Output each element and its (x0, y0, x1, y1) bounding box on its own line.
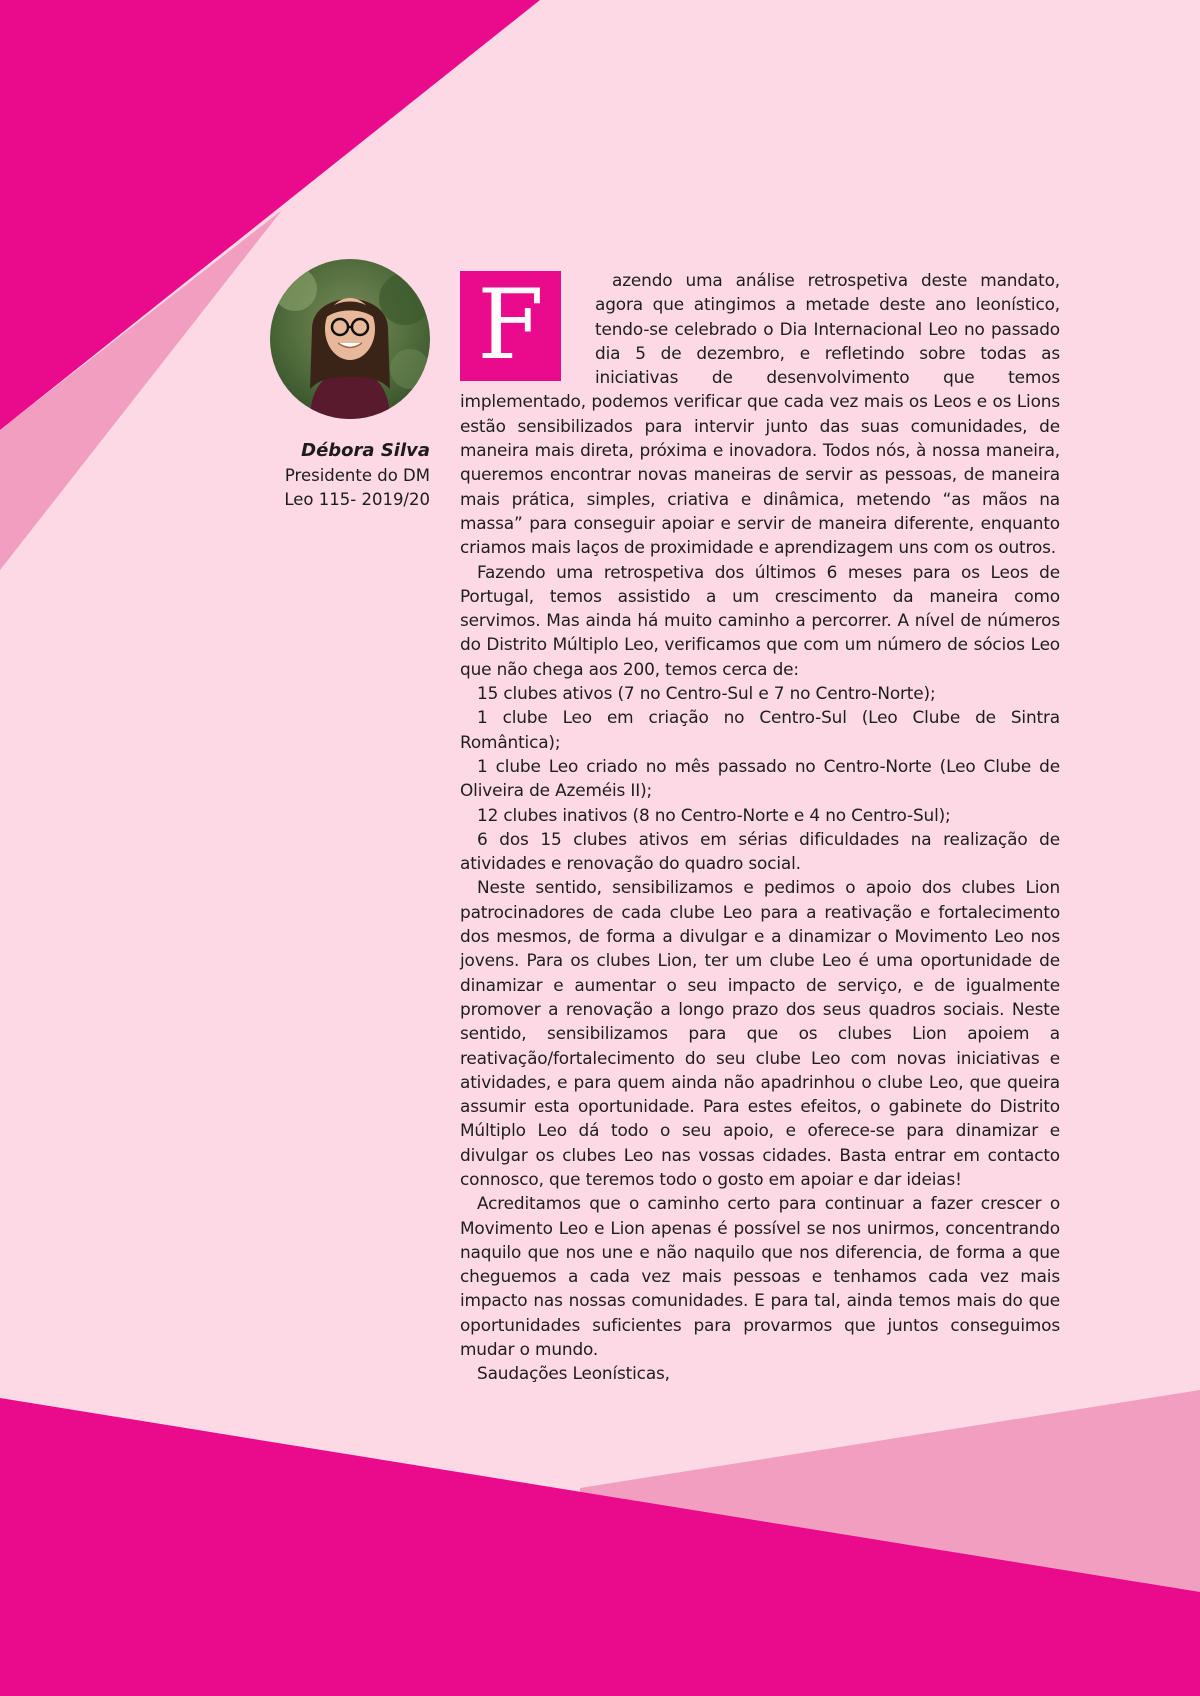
paragraph-intro-text: azendo uma análise retrospetiva deste mandato, agora que atingimos a metade deste ano leonístico, tendo-se celebrado o Dia Internacional Leo no passado dia 5 de dezembro, e refletindo sobre todas as iniciativas de desenvolvimento que temos implementado, podemos verificar que cada vez mais os Leos e os Lions estão sensibilizados para intervir junto das suas comunidades, de maneira mais direta, próxima e inovadora. Todos nós, à nossa maneira, queremos encontrar novas maneiras de servir as pessoas, de maneira mais prática, simples, criativa e dinâmica, metendo “as mãos na massa” para conseguir apoiar e servir de maneira diferente, enquanto criamos mais laços de proximidade e aprendizagem uns com os outros. (460, 270, 1060, 558)
top-left-magenta-triangle (0, 0, 540, 430)
paragraph: Neste sentido, sensibilizamos e pedimos o apoio dos clubes Lion patrocinadores de cada clube Leo para a reativação e fortalecimento dos mesmos, de forma a divulgar e a dinamizar o Movimento Leo nos jovens. Para os clubes Lion, ter um clube Leo é uma oportunidade de dinamizar e aumentar o seu impacto de serviço, e de igualmente promover a renovação a longo prazo dos seus quadros sociais. Neste sentido, sensibilizamos para que os clubes Lion apoiem a reativação/fortalecimento do seu clube Leo com novas iniciativas e atividades, e para quem ainda não apadrinhou o clube Leo, que queira assumir esta oportunidade. Para estes efeitos, o gabinete do Distrito Múltiplo Leo dá todo o seu apoio, e oferece-se para dinamizar e divulgar os clubes Leo nas vossas cidades. Basta entrar em contacto connosco, que teremos todo o gosto em apoiar e dar ideias! (460, 877, 1060, 1189)
paragraph: Fazendo uma retrospetiva dos últimos 6 meses para os Leos de Portugal, temos assistido a um crescimento da maneira como servimos. Mas ainda há muito caminho a percorrer. A nível de números do Distrito Múltiplo Leo, verificamos que com um número de sócios Leo que não chega aos 200, temos cerca de: (460, 561, 1060, 679)
paragraph: Acreditamos que o caminho certo para continuar a fazer crescer o Movimento Leo e Lion apenas é possível se nos unirmos, concentrando naquilo que nos une e não naquilo que nos diferencia, de forma a que cheguemos a cada vez mais pessoas e tenhamos cada vez mais impacto nas nossas comunidades. E para tal, ainda temos mais do que oportunidades suficientes para provarmos que juntos conseguimos mudar o mundo. (460, 1193, 1060, 1360)
author-portrait-illustration (270, 259, 430, 419)
author-block (230, 438, 430, 512)
author-role-line-1: Presidente do DM (284, 466, 430, 485)
list-item-active-clubs: 15 clubes ativos (7 no Centro-Sul e 7 no Centro-Norte); (477, 683, 936, 704)
list-item-club-in-creation: 1 clube Leo em criação no Centro-Sul (Leo Clube de Sintra Romântica); (460, 707, 1060, 752)
closing-salutation: Saudações Leonísticas, (477, 1363, 670, 1384)
author-name: Débora Silva (301, 440, 430, 461)
author-photo (270, 259, 430, 419)
list-item-club-created: 1 clube Leo criado no mês passado no Centro-Norte (Leo Clube de Oliveira de Azeméis II); (460, 755, 1060, 801)
author-role-line-2: Leo 115- 2019/20 (284, 490, 430, 509)
drop-cap: F (460, 271, 561, 381)
list-item-inactive-clubs: 12 clubes inativos (8 no Centro-Norte e 4 no Centro-Sul); (477, 804, 951, 825)
article-body (460, 268, 1060, 1386)
list-item-clubs-in-difficulty: 6 dos 15 clubes ativos em sérias dificuldades na realização de atividades e renovação do quadro social. (460, 828, 1060, 874)
